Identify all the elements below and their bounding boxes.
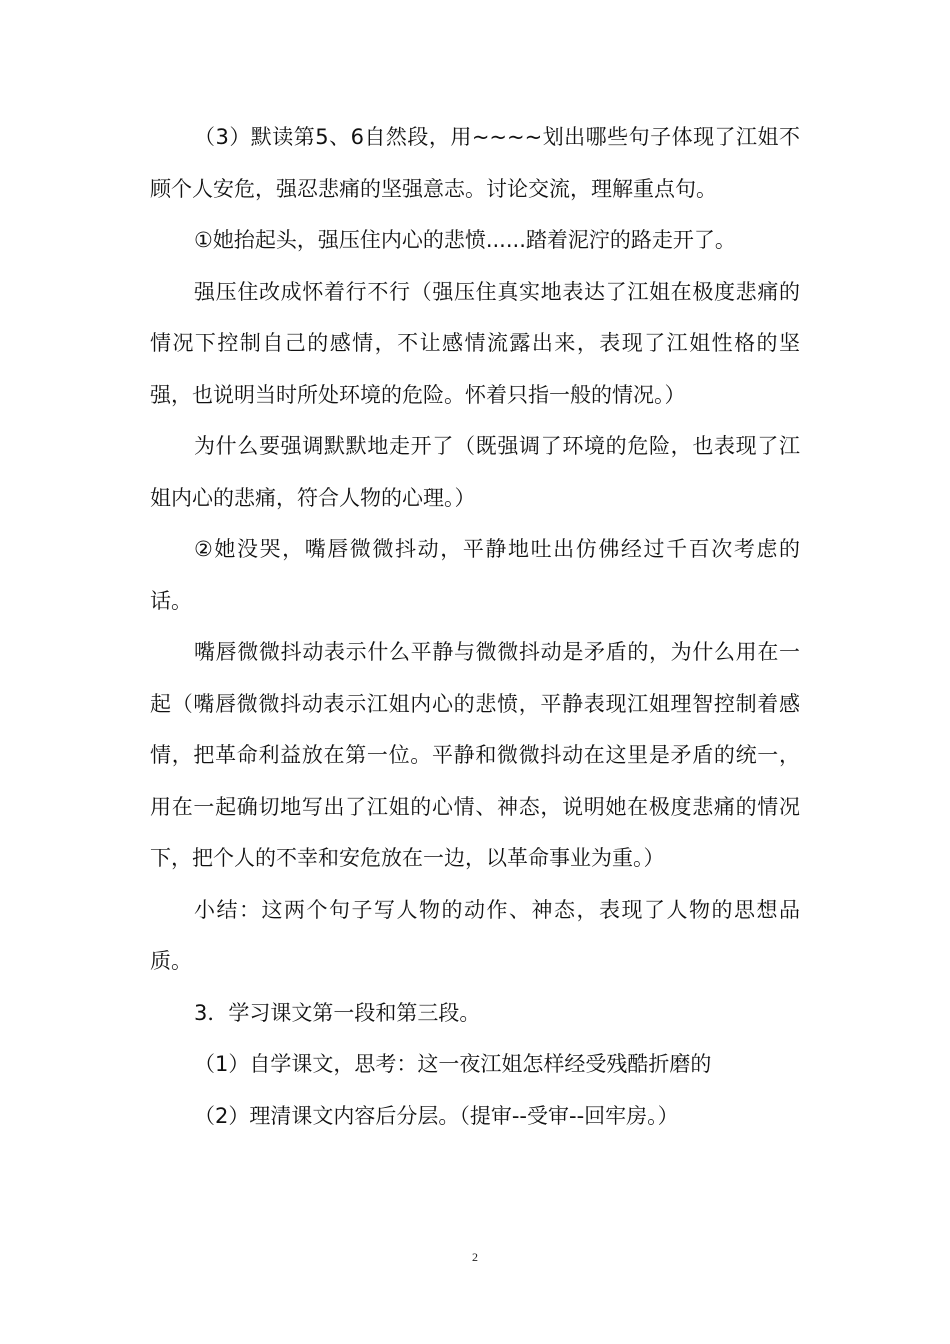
paragraph-step-1: （1）自学课文，思考：这一夜江姐怎样经受残酷折磨的 (194, 1052, 712, 1076)
paragraph-analysis-1: 强压住改成怀着行不行（强压住真实地表达了江姐在极度悲痛的情况下控制自己的感情，不让感情流露出来，表现了江姐性格的坚强，也说明当时所处环境的危险。怀着只指一般的情况。） (150, 279, 800, 407)
paragraph-step-2: （2）理清课文内容后分层。（提审--受审--回牢房。） (194, 1103, 679, 1128)
paragraph-sentence-2: ②她没哭，嘴唇微微抖动，平静地吐出仿佛经过千百次考虑的话。 (150, 537, 800, 613)
paragraph-analysis-3: 嘴唇微微抖动表示什么平静与微微抖动是矛盾的，为什么用在一起（嘴唇微微抖动表示江姐内心的悲愤，平静表现江姐理智控制着感情，把革命利益放在第一位。平静和微微抖动在这里是矛盾的统一，用在一起确切地写出了江姐的心情、神态，说明她在极度悲痛的情况下，把个人的不幸和安危放在一边，以革命事业为重。） (150, 640, 800, 870)
paragraph-sentence-1: ①她抬起头，强压住内心的悲愤......踏着泥泞的路走开了。 (194, 228, 736, 252)
paragraph-summary: 小结：这两个句子写人物的动作、神态，表现了人物的思想品质。 (150, 897, 800, 973)
paragraph-analysis-2: 为什么要强调默默地走开了（既强调了环境的危险，也表现了江姐内心的悲痛，符合人物的心理。） (150, 434, 800, 510)
document-body (150, 112, 800, 1142)
page-number: 2 (472, 1250, 478, 1264)
paragraph-task-3: （3）默读第5、6自然段，用~~~~划出哪些句子体现了江姐不顾个人安危，强忍悲痛的坚强意志。讨论交流，理解重点句。 (150, 125, 800, 201)
paragraph-section-3: 3．学习课文第一段和第三段。 (194, 1000, 481, 1025)
